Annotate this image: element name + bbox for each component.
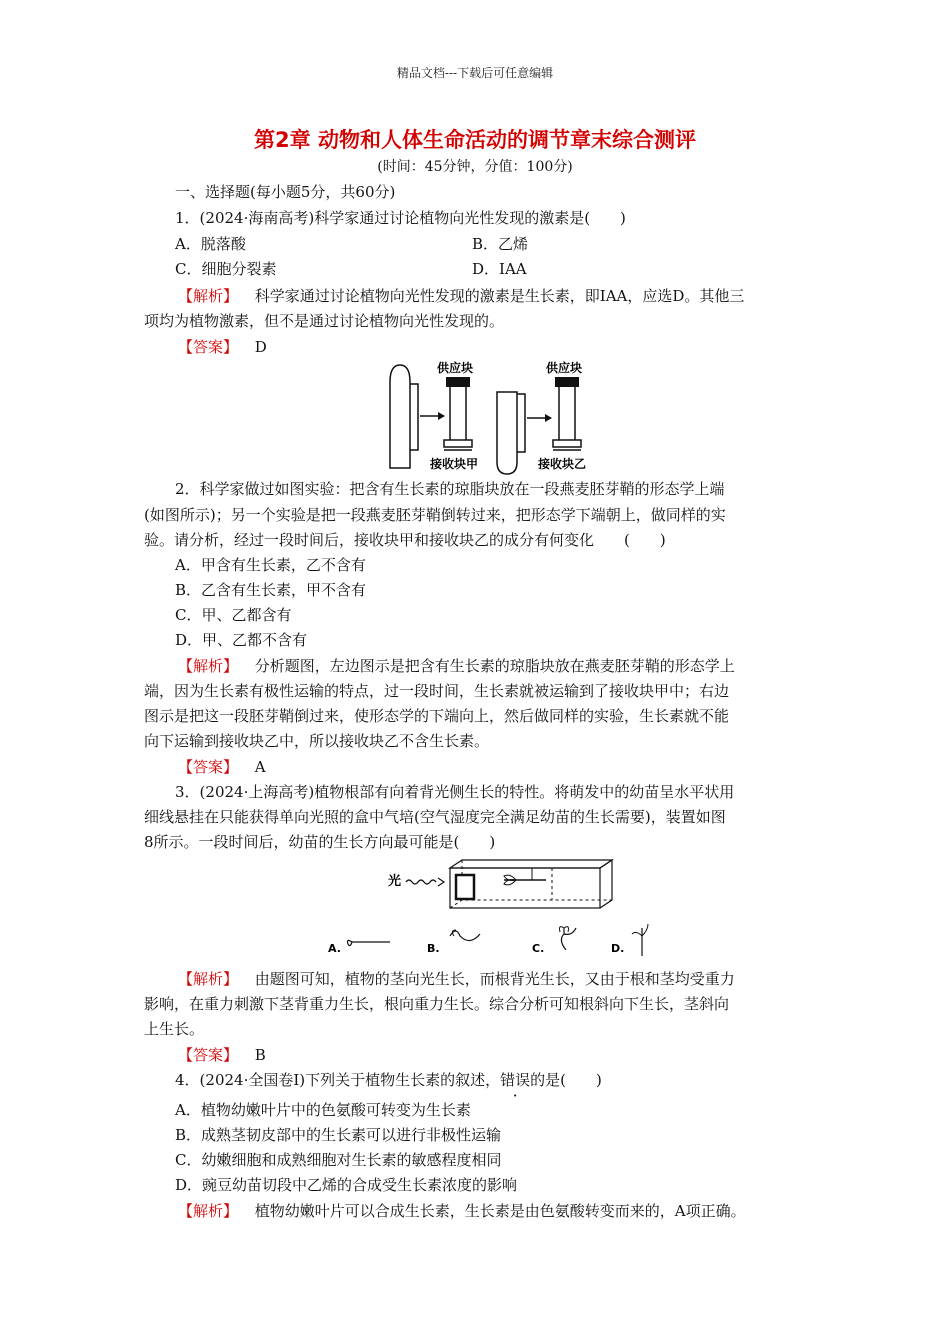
analysis-tag: 【解析】: [178, 970, 239, 988]
supply-block-right-label: 供应块: [546, 361, 583, 375]
q3-analysis: 由题图可知，植物的茎向光生长，而根背光生长，又由于根和茎均受重力: [254, 970, 735, 988]
q3-stem: 3．(2024·上海高考)植物根部有向着背光侧生长的特性。将萌发中的幼苗呈水平状用: [175, 783, 735, 801]
chapter-title: 第2章 动物和人体生命活动的调节章末综合测评: [254, 128, 696, 152]
q2-option-c: C．甲、乙都含有: [175, 606, 292, 624]
q2-stem-line3: 验。请分析，经过一段时间后，接收块甲和接收块乙的成分有何变化 ( ): [144, 531, 666, 549]
q4-stem-start: 4．(2024·全国卷Ⅰ)下列关于植物生长素的叙述，: [175, 1071, 501, 1089]
q1-stem: 1．(2024·海南高考)科学家通过讨论植物向光性发现的激素是( ): [175, 209, 626, 227]
q2-stem: 2．科学家做过如图实验：把含有生长素的琼脂块放在一段燕麦胚芽鞘的形态学上端: [175, 480, 725, 498]
q2-option-b: B．乙含有生长素，甲不含有: [175, 581, 367, 599]
q3-analysis-line3: 上生长。: [144, 1020, 205, 1038]
q4-option-d: D．豌豆幼苗切段中乙烯的合成受生长素浓度的影响: [175, 1176, 518, 1194]
coleoptile-figure: [380, 360, 610, 476]
page-header: 精品文档---下载后可任意编辑: [396, 66, 554, 80]
q1-analysis: 科学家通过讨论植物向光性发现的激素是生长素，即IAA，应选D。其他三: [254, 287, 745, 305]
q4-stem: [175, 1068, 602, 1093]
choice-a-label: A.: [328, 942, 341, 955]
supply-block-left-label: 供应块: [437, 361, 474, 375]
q3-answer: B: [254, 1046, 266, 1064]
light-label: 光: [388, 874, 402, 889]
q1-option-b: B．乙烯: [472, 235, 529, 253]
seedling-box-figure: [320, 858, 650, 964]
q1-answer: D: [254, 338, 267, 356]
receiver-b-label: 接收块乙: [538, 457, 587, 471]
receiver-a-label: 接收块甲: [430, 457, 479, 471]
q4-option-a: A．植物幼嫩叶片中的色氨酸可转变为生长素: [175, 1101, 471, 1119]
analysis-tag: 【解析】: [178, 657, 239, 675]
analysis-tag: 【解析】: [178, 1202, 239, 1220]
q1-option-a: A．脱落酸: [175, 235, 246, 253]
q2-analysis-line3: 图示是把这一段胚芽鞘倒过来，使形态学的下端向上，然后做同样的实验，生长素就不能: [144, 707, 730, 725]
q4-emphasis: 错误: [500, 1071, 531, 1089]
choice-c-label: C.: [532, 942, 545, 955]
q2-option-d: D．甲、乙都不含有: [175, 631, 308, 649]
q1-option-c: C．细胞分裂素: [175, 260, 277, 278]
q4-stem-end: 的是( ): [530, 1071, 602, 1089]
q4-analysis: 植物幼嫩叶片可以合成生长素，生长素是由色氨酸转变而来的，A项正确。: [254, 1202, 746, 1220]
q2-option-a: A．甲含有生长素，乙不含有: [175, 556, 366, 574]
choice-b-label: B.: [427, 942, 440, 955]
q3-stem-line2: 细线悬挂在只能获得单向光照的盒中气培(空气湿度完全满足幼苗的生长需要)，装置如图: [144, 808, 726, 826]
answer-tag: 【答案】: [178, 758, 239, 776]
q2-answer: A: [254, 758, 266, 776]
q3-stem-line3: 8所示。一段时间后，幼苗的生长方向最可能是( ): [144, 833, 496, 851]
q3-analysis-line2: 影响，在重力刺激下茎背重力生长，根向重力生长。综合分析可知根斜向下生长，茎斜向: [144, 995, 730, 1013]
q2-analysis-line4: 向下运输到接收块乙中，所以接收块乙不含生长素。: [144, 732, 490, 750]
q4-option-c: C．幼嫩细胞和成熟细胞对生长素的敏感程度相同: [175, 1151, 502, 1169]
q1-analysis-cont: 项均为植物激素，但不是通过讨论植物向光性发现的。: [144, 312, 505, 330]
answer-tag: 【答案】: [178, 338, 239, 356]
analysis-tag: 【解析】: [178, 287, 239, 305]
section-heading: 一、选择题(每小题5分，共60分): [175, 183, 396, 201]
q2-stem-line2: (如图所示)；另一个实验是把一段燕麦胚芽鞘倒转过来，把形态学下端朝上，做同样的实: [144, 506, 726, 524]
choice-d-label: D.: [611, 942, 625, 955]
q4-option-b: B．成熟茎韧皮部中的生长素可以进行非极性运输: [175, 1126, 502, 1144]
q2-analysis-line2: 端，因为生长素有极性运输的特点，过一段时间，生长素就被运输到了接收块甲中；右边: [144, 682, 730, 700]
q1-option-d: D．IAA: [472, 260, 527, 278]
exam-info: (时间：45分钟，分值：100分): [377, 159, 573, 175]
q2-analysis: 分析题图，左边图示是把含有生长素的琼脂块放在燕麦胚芽鞘的形态学上: [254, 657, 735, 675]
answer-tag: 【答案】: [178, 1046, 239, 1064]
